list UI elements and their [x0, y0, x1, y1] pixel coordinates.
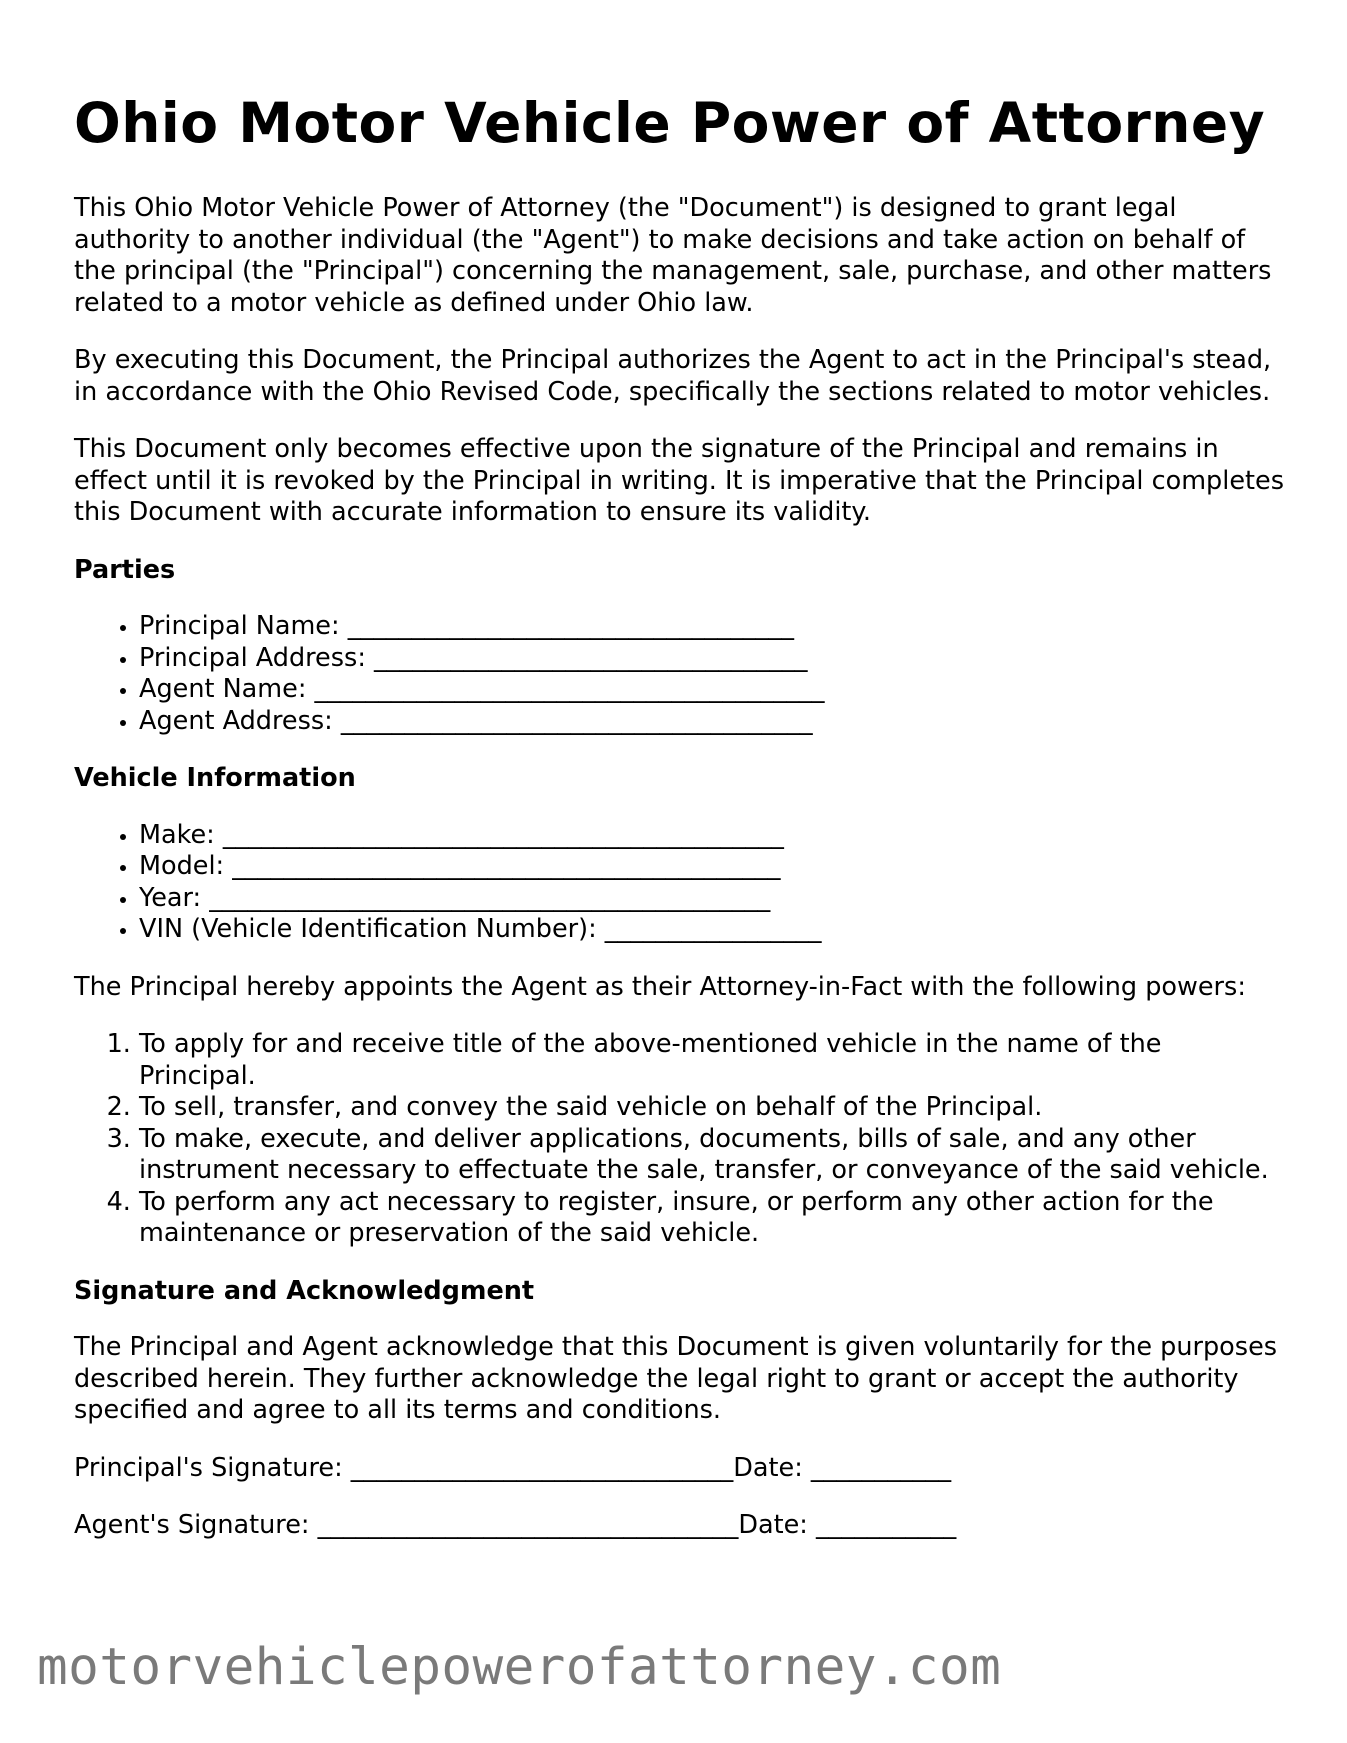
vehicle-list: [74, 820, 1284, 946]
parties-heading: Parties: [74, 554, 176, 585]
signature-heading: Signature and Acknowledgment: [74, 1275, 535, 1306]
vehicle-vin-field: • VIN (Vehicle Identification Number): _________________: [139, 914, 1284, 946]
vehicle-year-field: • Year: ____________________________________________: [139, 883, 1284, 915]
vehicle-make-field: • Make: ____________________________________________: [139, 820, 1284, 852]
document-page: [74, 92, 1284, 1568]
document-title: Ohio Motor Vehicle Power of Attorney: [74, 91, 1266, 155]
parties-list: [74, 611, 1284, 737]
watermark-text: motorvehiclepowerofattorney.com: [37, 1638, 1002, 1697]
vehicle-heading: Vehicle Information: [74, 763, 356, 794]
powers-list: [74, 1029, 1284, 1250]
intro-paragraph-2: By executing this Document, the Principal authorizes the Agent to act in the Principal's stead, in accordance with the Ohio Revised Code, specifically the sections related to motor vehicles.: [74, 345, 1272, 407]
power-item-2: 2. To sell, transfer, and convey the said vehicle on behalf of the Principal.: [139, 1092, 1284, 1124]
intro-paragraph-3: This Document only becomes effective upon the signature of the Principal and remains in effect until it is revoked by the Principal in writing. It is imperative that the Principal completes this Document with accurate information to ensure its validity.: [74, 434, 1284, 528]
agent-name-field: • Agent Name: ________________________________________: [139, 674, 1284, 706]
powers-intro: The Principal hereby appoints the Agent as their Attorney-in-Fact with the following powers:: [74, 971, 1246, 1002]
power-item-1: 1. To apply for and receive title of the above-mentioned vehicle in the name of the Principal.: [139, 1029, 1284, 1092]
agent-address-field: • Agent Address: _____________________________________: [139, 706, 1284, 738]
principal-signature-line: Principal's Signature: ______________________________Date: ___________: [74, 1452, 952, 1483]
power-item-3: 3. To make, execute, and deliver applications, documents, bills of sale, and any other instrument necessary to effectuate the sale, transfer, or conveyance of the said vehicle.: [139, 1124, 1284, 1187]
intro-paragraph-1: This Ohio Motor Vehicle Power of Attorney (the "Document") is designed to grant legal authority to another individual (the "Agent") to make decisions and take action on behalf of the principal (the "Principal") concerning the management, sale, purchase, and other matters related to a motor vehicle as defined under Ohio law.: [74, 193, 1272, 318]
agent-signature-line: Agent's Signature: _________________________________Date: ___________: [74, 1510, 957, 1541]
vehicle-model-field: • Model: ___________________________________________: [139, 851, 1284, 883]
principal-name-field: • Principal Name: ___________________________________: [139, 611, 1284, 643]
principal-address-field: • Principal Address: __________________________________: [139, 643, 1284, 675]
power-item-4: 4. To perform any act necessary to register, insure, or perform any other action for the maintenance or preservation of the said vehicle.: [139, 1187, 1284, 1250]
acknowledgment-paragraph: The Principal and Agent acknowledge that this Document is given voluntarily for the purposes described herein. They further acknowledge the legal right to grant or accept the authority specified and agree to all its terms and conditions.: [74, 1332, 1278, 1426]
